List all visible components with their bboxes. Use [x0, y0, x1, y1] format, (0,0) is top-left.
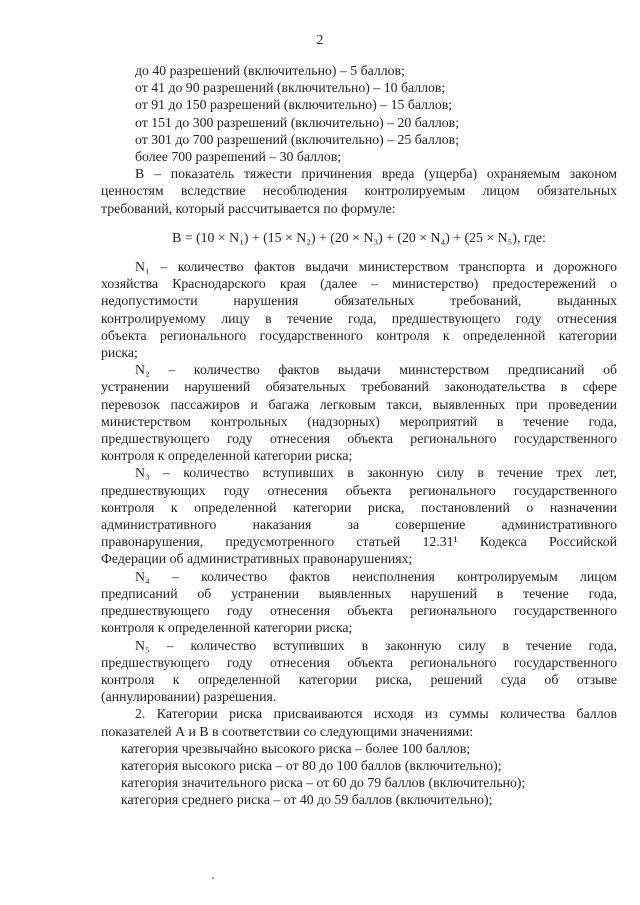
text-line: предшествующего году отнесения объекта регионального государственного	[101, 603, 617, 619]
text-line: предшествующего году отнесения объекта регионального государственного	[101, 431, 617, 447]
text-line: предшествующих году отнесения объекта регионального государственного	[101, 482, 617, 498]
n5-definition	[101, 637, 617, 706]
text-line: N₁ – количество фактов выдачи министерством транспорта и дорожного	[135, 259, 617, 275]
threshold-item: до 40 разрешений (включительно) – 5 баллов;	[135, 63, 405, 78]
threshold-item: от 41 до 90 разрешений (включительно) – 10 баллов;	[135, 80, 446, 96]
formula: В = (10 × N₁) + (15 × N₂) + (20 × N₃) + (20 × N₄) + (25 × N₅), где:	[172, 229, 546, 245]
text-line: предшествующего году отнесения объекта регионального государственного	[101, 654, 617, 670]
text-line: ценностям вследствие несоблюдения контролируемым лицом обязательных	[101, 183, 617, 199]
document-body	[101, 62, 617, 809]
text-line: (аннулировании) разрешения.	[101, 689, 277, 705]
text-line: N₂ – количество фактов выдачи министерством предписаний об	[135, 362, 617, 378]
risk-category-item: категория значительного риска – от 60 до 79 баллов (включительно);	[121, 775, 526, 791]
scan-speck	[212, 877, 214, 879]
text-line: N₄ – количество фактов неисполнения контролируемым лицом	[135, 568, 617, 584]
text-line: риска;	[101, 345, 138, 361]
text-line: контроля к определенной категории риска, постановлений о назначении	[101, 499, 617, 515]
text-line: недопустимости нарушения обязательных требований, выданных	[101, 293, 617, 309]
threshold-item: от 151 до 300 разрешений (включительно) – 20 баллов;	[135, 114, 460, 130]
n3-definition	[101, 464, 617, 567]
text-line: контроля к определенной категории риска;	[101, 620, 353, 636]
risk-category-item: категория среднего риска – от 40 до 59 баллов (включительно);	[121, 792, 493, 808]
text-line: административного наказания за совершение административного	[101, 517, 617, 533]
n4-definition	[101, 568, 617, 637]
text-line: 2. Категории риска присваиваются исходя из суммы количества баллов	[135, 706, 617, 722]
n2-definition	[101, 361, 617, 464]
text-line: показателей А и В в соответствии со следующими значениями:	[101, 723, 474, 739]
threshold-item: от 91 до 150 разрешений (включительно) – 15 баллов;	[135, 97, 453, 113]
text-line: N₃ – количество вступивших в законную силу в течение трех лет,	[135, 465, 617, 481]
text-line: Федерации об административных правонарушениях;	[101, 551, 413, 567]
text-line: В – показатель тяжести причинения вреда (ущерба) охраняемым законом	[135, 166, 617, 182]
risk-category-item: категория высокого риска – от 80 до 100 баллов (включительно);	[121, 757, 502, 773]
text-line: контроля к определенной категории риска;	[101, 448, 353, 464]
threshold-item: от 301 до 700 разрешений (включительно) – 25 баллов;	[135, 131, 460, 147]
text-line: требований, который рассчитывается по формуле:	[101, 200, 396, 216]
page-number: 2	[316, 32, 324, 47]
text-line: хозяйства Краснодарского края (далее – министерство) предостережений о	[101, 276, 617, 292]
text-line: N₅ – количество вступивших в законную силу в течение года,	[135, 637, 617, 653]
text-line: министерством контрольных (надзорных) мероприятий в течение года,	[101, 413, 617, 429]
risk-category-item: категория чрезвычайно высокого риска – более 100 баллов;	[121, 740, 471, 756]
b-definition	[101, 165, 617, 217]
text-line: предписаний об устранении выявленных нарушений в течение года,	[101, 585, 617, 601]
paragraph-2	[101, 705, 617, 739]
text-line: контролируемому лицу в течение года, предшествующего году отнесения	[101, 310, 617, 326]
text-line: правонарушения, предусмотренного статьей 12.31¹ Кодекса Российской	[101, 534, 617, 550]
thresholds-list	[101, 62, 617, 165]
risk-categories-list	[101, 740, 617, 809]
text-line: объекта регионального государственного контроля к определенной категории	[101, 327, 617, 343]
text-line: контроля к определенной категории риска, решений суда об отзыве	[101, 671, 617, 687]
text-line: устранении нарушений обязательных требований законодательства в сфере	[101, 379, 617, 395]
n1-definition	[101, 258, 617, 361]
threshold-item: более 700 разрешений – 30 баллов;	[135, 149, 342, 165]
text-line: перевозок пассажиров и багажа легковым такси, выявленных при проведении	[101, 396, 617, 412]
